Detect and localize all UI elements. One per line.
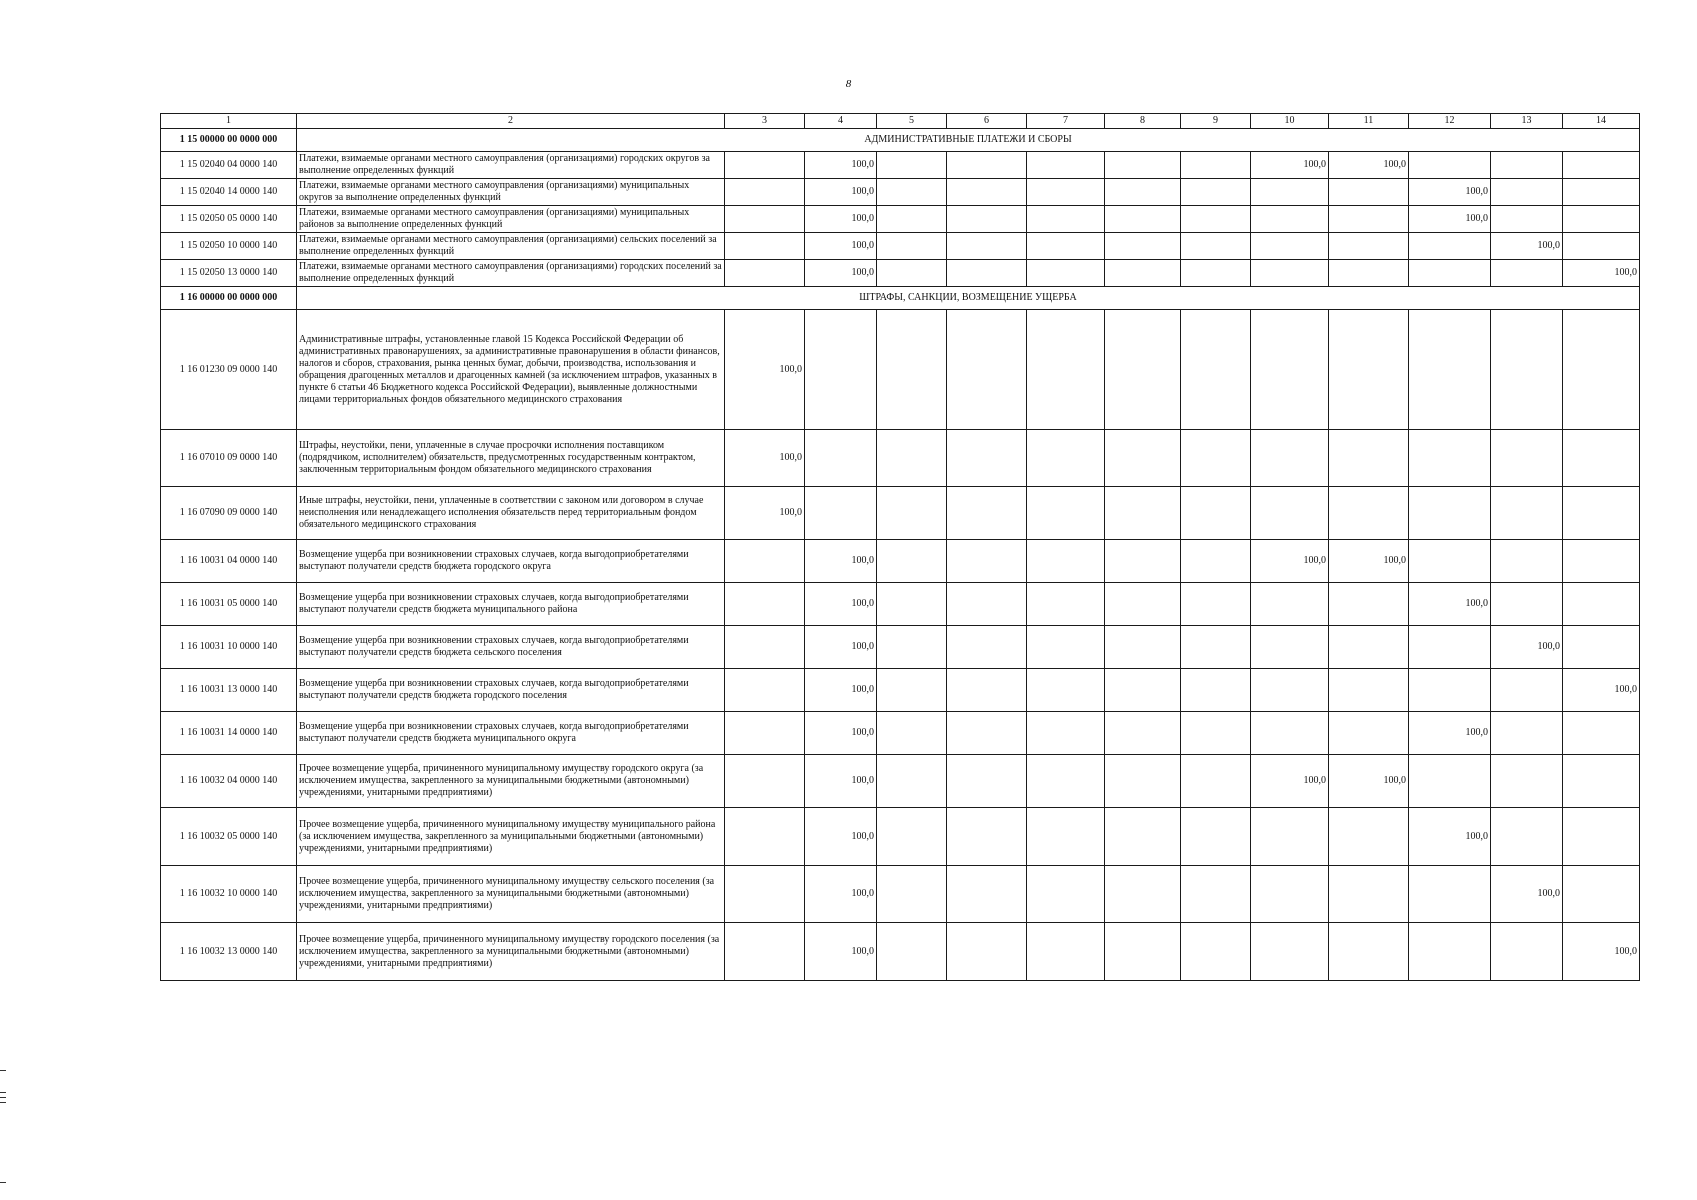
allocation-percent-cell <box>1105 755 1181 808</box>
allocation-percent-cell <box>1491 310 1563 430</box>
allocation-percent-cell <box>1027 923 1105 981</box>
income-name: Возмещение ущерба при возникновении страховых случаев, когда выгодоприобретателями выступают получатели средств бюджета муниципального округа <box>297 712 725 755</box>
allocation-percent-cell <box>877 626 947 669</box>
allocation-percent-cell <box>1409 310 1491 430</box>
allocation-percent-cell <box>1105 583 1181 626</box>
income-code: 1 16 10032 13 0000 140 <box>161 923 297 981</box>
income-name: Штрафы, неустойки, пени, уплаченные в случае просрочки исполнения поставщиком (подрядчиком, исполнителем) обязательств, предусмотренных государственным контрактом, заключенным территориальным фондом обязательного медицинского страхования <box>297 430 725 487</box>
allocation-percent-cell <box>1251 233 1329 260</box>
allocation-percent-cell <box>947 430 1027 487</box>
allocation-percent-cell <box>805 430 877 487</box>
column-header: 2 <box>297 114 725 129</box>
allocation-percent-cell: 100,0 <box>1563 260 1640 287</box>
allocation-percent-cell <box>1105 233 1181 260</box>
margin-mark <box>0 1070 6 1071</box>
allocation-percent-cell <box>1181 233 1251 260</box>
allocation-percent-cell <box>1181 430 1251 487</box>
income-code: 1 15 02040 14 0000 140 <box>161 179 297 206</box>
allocation-percent-cell <box>1181 487 1251 540</box>
allocation-percent-cell <box>1329 923 1409 981</box>
allocation-percent-cell <box>1251 626 1329 669</box>
allocation-percent-cell: 100,0 <box>805 755 877 808</box>
allocation-percent-cell <box>1251 179 1329 206</box>
column-header: 5 <box>877 114 947 129</box>
allocation-percent-cell: 100,0 <box>805 260 877 287</box>
allocation-percent-cell <box>1181 179 1251 206</box>
allocation-percent-cell <box>1105 260 1181 287</box>
allocation-percent-cell <box>1105 808 1181 866</box>
allocation-percent-cell <box>1491 152 1563 179</box>
allocation-percent-cell <box>947 260 1027 287</box>
revenue-allocation-table <box>160 113 1640 981</box>
allocation-percent-cell <box>947 179 1027 206</box>
allocation-percent-cell <box>1027 808 1105 866</box>
column-header: 9 <box>1181 114 1251 129</box>
allocation-percent-cell <box>1251 206 1329 233</box>
income-name: Возмещение ущерба при возникновении страховых случаев, когда выгодоприобретателями выступают получатели средств бюджета городского округа <box>297 540 725 583</box>
allocation-percent-cell <box>877 866 947 923</box>
allocation-percent-cell <box>1181 626 1251 669</box>
allocation-percent-cell <box>877 712 947 755</box>
allocation-percent-cell <box>947 923 1027 981</box>
allocation-percent-cell <box>1181 669 1251 712</box>
allocation-percent-cell <box>725 540 805 583</box>
allocation-percent-cell <box>1563 233 1640 260</box>
allocation-percent-cell <box>1181 712 1251 755</box>
allocation-percent-cell: 100,0 <box>1251 540 1329 583</box>
allocation-percent-cell <box>877 808 947 866</box>
allocation-percent-cell <box>1027 310 1105 430</box>
income-name: Платежи, взимаемые органами местного самоуправления (организациями) муниципальных районов за выполнение определенных функций <box>297 206 725 233</box>
allocation-percent-cell <box>1409 866 1491 923</box>
income-code: 1 16 10031 14 0000 140 <box>161 712 297 755</box>
allocation-percent-cell <box>725 206 805 233</box>
income-name: Платежи, взимаемые органами местного самоуправления (организациями) муниципальных округов за выполнение определенных функций <box>297 179 725 206</box>
allocation-percent-cell <box>1251 583 1329 626</box>
allocation-percent-cell <box>947 540 1027 583</box>
allocation-percent-cell: 100,0 <box>1251 152 1329 179</box>
section-header-row <box>161 129 1640 152</box>
allocation-percent-cell <box>1105 430 1181 487</box>
income-code: 1 16 10032 10 0000 140 <box>161 866 297 923</box>
allocation-percent-cell <box>1491 808 1563 866</box>
income-code: 1 15 02050 10 0000 140 <box>161 233 297 260</box>
allocation-percent-cell <box>1563 179 1640 206</box>
column-header: 3 <box>725 114 805 129</box>
column-header: 12 <box>1409 114 1491 129</box>
allocation-percent-cell <box>725 626 805 669</box>
allocation-percent-cell <box>1251 866 1329 923</box>
allocation-percent-cell <box>1181 260 1251 287</box>
allocation-percent-cell <box>877 179 947 206</box>
section-header-row <box>161 287 1640 310</box>
income-name: Возмещение ущерба при возникновении страховых случаев, когда выгодоприобретателями выступают получатели средств бюджета сельского поселения <box>297 626 725 669</box>
allocation-percent-cell: 100,0 <box>805 540 877 583</box>
column-header: 11 <box>1329 114 1409 129</box>
allocation-percent-cell: 100,0 <box>1491 233 1563 260</box>
allocation-percent-cell <box>1329 712 1409 755</box>
income-code: 1 15 02050 13 0000 140 <box>161 260 297 287</box>
allocation-percent-cell <box>1491 179 1563 206</box>
allocation-percent-cell <box>877 233 947 260</box>
allocation-percent-cell <box>1409 669 1491 712</box>
allocation-percent-cell <box>1329 310 1409 430</box>
allocation-percent-cell <box>1251 923 1329 981</box>
table-row <box>161 755 1640 808</box>
allocation-percent-cell <box>877 583 947 626</box>
allocation-percent-cell <box>1491 487 1563 540</box>
allocation-percent-cell <box>947 712 1027 755</box>
allocation-percent-cell <box>1027 152 1105 179</box>
income-name: Возмещение ущерба при возникновении страховых случаев, когда выгодоприобретателями выступают получатели средств бюджета муниципального района <box>297 583 725 626</box>
allocation-percent-cell <box>947 626 1027 669</box>
allocation-percent-cell <box>1105 179 1181 206</box>
allocation-percent-cell: 100,0 <box>1409 583 1491 626</box>
income-code: 1 16 07090 09 0000 140 <box>161 487 297 540</box>
allocation-percent-cell <box>1105 152 1181 179</box>
allocation-percent-cell <box>1491 669 1563 712</box>
income-name: Платежи, взимаемые органами местного самоуправления (организациями) городских округов за выполнение определенных функций <box>297 152 725 179</box>
allocation-percent-cell <box>1491 583 1563 626</box>
allocation-percent-cell <box>877 923 947 981</box>
allocation-percent-cell: 100,0 <box>1409 179 1491 206</box>
allocation-percent-cell <box>1105 206 1181 233</box>
income-code: 1 16 10031 04 0000 140 <box>161 540 297 583</box>
allocation-percent-cell <box>1181 808 1251 866</box>
income-code: 1 16 10031 13 0000 140 <box>161 669 297 712</box>
allocation-percent-cell <box>1181 206 1251 233</box>
allocation-percent-cell <box>1027 260 1105 287</box>
allocation-percent-cell <box>1251 310 1329 430</box>
allocation-percent-cell <box>725 260 805 287</box>
table-row <box>161 712 1640 755</box>
allocation-percent-cell: 100,0 <box>725 310 805 430</box>
table-row <box>161 206 1640 233</box>
allocation-percent-cell <box>1563 310 1640 430</box>
allocation-percent-cell <box>877 310 947 430</box>
income-name: Административные штрафы, установленные главой 15 Кодекса Российской Федерации об административных правонарушениях, за административные правонарушения в области финансов, налогов и сборов, страхования, рынка ценных бумаг, добычи, производства, использования и обращения драгоценных металлов и драгоценных камней (за исключением штрафов, указанных в пункте 6 статьи 46 Бюджетного кодекса Российской Федерации), выявленные должностными лицами территориальных фондов обязательного медицинского страхования <box>297 310 725 430</box>
allocation-percent-cell <box>1329 808 1409 866</box>
allocation-percent-cell <box>1105 310 1181 430</box>
table-row <box>161 152 1640 179</box>
allocation-percent-cell <box>725 923 805 981</box>
table-row <box>161 540 1640 583</box>
allocation-percent-cell <box>877 206 947 233</box>
allocation-percent-cell <box>725 152 805 179</box>
column-header: 10 <box>1251 114 1329 129</box>
income-name: Прочее возмещение ущерба, причиненного муниципальному имуществу городского округа (за исключением имущества, закрепленного за муниципальными бюджетными (автономными) учреждениями, унитарными предприятиями) <box>297 755 725 808</box>
income-code: 1 16 10032 04 0000 140 <box>161 755 297 808</box>
allocation-percent-cell: 100,0 <box>805 179 877 206</box>
allocation-percent-cell <box>1563 712 1640 755</box>
table-row <box>161 626 1640 669</box>
allocation-percent-cell <box>877 152 947 179</box>
allocation-percent-cell: 100,0 <box>805 233 877 260</box>
section-title: АДМИНИСТРАТИВНЫЕ ПЛАТЕЖИ И СБОРЫ <box>297 129 1640 152</box>
allocation-percent-cell: 100,0 <box>1491 626 1563 669</box>
allocation-percent-cell <box>1251 487 1329 540</box>
allocation-percent-cell <box>947 583 1027 626</box>
allocation-percent-cell <box>947 310 1027 430</box>
allocation-percent-cell <box>1027 626 1105 669</box>
allocation-percent-cell <box>1251 669 1329 712</box>
allocation-percent-cell <box>947 487 1027 540</box>
allocation-percent-cell <box>1329 669 1409 712</box>
allocation-percent-cell <box>1181 152 1251 179</box>
allocation-percent-cell <box>725 583 805 626</box>
table-row <box>161 233 1640 260</box>
allocation-percent-cell <box>1409 626 1491 669</box>
income-name: Возмещение ущерба при возникновении страховых случаев, когда выгодоприобретателями выступают получатели средств бюджета городского поселения <box>297 669 725 712</box>
allocation-percent-cell <box>1491 260 1563 287</box>
margin-mark <box>0 1097 6 1098</box>
allocation-percent-cell <box>877 755 947 808</box>
allocation-percent-cell <box>1409 152 1491 179</box>
allocation-percent-cell: 100,0 <box>1251 755 1329 808</box>
allocation-percent-cell <box>877 260 947 287</box>
income-name: Прочее возмещение ущерба, причиненного муниципальному имуществу городского поселения (за исключением имущества, закрепленного за муниципальными бюджетными (автономными) учреждениями, унитарными предприятиями) <box>297 923 725 981</box>
allocation-percent-cell: 100,0 <box>805 626 877 669</box>
margin-mark <box>0 1092 6 1093</box>
allocation-percent-cell <box>1491 755 1563 808</box>
allocation-percent-cell <box>1329 206 1409 233</box>
allocation-percent-cell: 100,0 <box>1409 712 1491 755</box>
allocation-percent-cell <box>805 487 877 540</box>
table-row <box>161 430 1640 487</box>
table-row <box>161 487 1640 540</box>
allocation-percent-cell <box>1105 540 1181 583</box>
allocation-percent-cell <box>725 233 805 260</box>
allocation-percent-cell: 100,0 <box>805 152 877 179</box>
allocation-percent-cell <box>1181 583 1251 626</box>
allocation-percent-cell <box>1251 430 1329 487</box>
allocation-percent-cell <box>1329 487 1409 540</box>
allocation-percent-cell <box>1105 866 1181 923</box>
income-code: 1 15 02040 04 0000 140 <box>161 152 297 179</box>
allocation-percent-cell <box>1409 487 1491 540</box>
column-header: 6 <box>947 114 1027 129</box>
allocation-percent-cell <box>725 755 805 808</box>
allocation-percent-cell: 100,0 <box>725 430 805 487</box>
allocation-percent-cell <box>877 487 947 540</box>
income-code: 1 15 02050 05 0000 140 <box>161 206 297 233</box>
margin-mark <box>0 1182 6 1183</box>
allocation-percent-cell <box>1409 540 1491 583</box>
allocation-percent-cell <box>1181 755 1251 808</box>
allocation-percent-cell <box>725 669 805 712</box>
income-name: Иные штрафы, неустойки, пени, уплаченные в соответствии с законом или договором в случае неисполнения или ненадлежащего исполнения обязательств перед территориальным фондом обязательного медицинского страхования <box>297 487 725 540</box>
allocation-percent-cell <box>1491 540 1563 583</box>
allocation-percent-cell <box>1563 206 1640 233</box>
table-body <box>161 129 1640 981</box>
allocation-percent-cell <box>1027 866 1105 923</box>
allocation-percent-cell: 100,0 <box>1329 152 1409 179</box>
allocation-percent-cell <box>1563 583 1640 626</box>
margin-mark <box>0 1102 6 1103</box>
allocation-percent-cell <box>1251 260 1329 287</box>
allocation-percent-cell: 100,0 <box>805 923 877 981</box>
column-number-row <box>161 114 1640 129</box>
table-row <box>161 179 1640 206</box>
allocation-percent-cell <box>1027 712 1105 755</box>
allocation-percent-cell <box>1329 430 1409 487</box>
column-header: 1 <box>161 114 297 129</box>
allocation-percent-cell <box>1105 487 1181 540</box>
column-header: 8 <box>1105 114 1181 129</box>
allocation-percent-cell <box>877 540 947 583</box>
allocation-percent-cell: 100,0 <box>1563 923 1640 981</box>
allocation-percent-cell <box>1329 233 1409 260</box>
column-header: 14 <box>1563 114 1640 129</box>
allocation-percent-cell <box>805 310 877 430</box>
allocation-percent-cell <box>1409 260 1491 287</box>
income-name: Платежи, взимаемые органами местного самоуправления (организациями) городских поселений за выполнение определенных функций <box>297 260 725 287</box>
allocation-percent-cell: 100,0 <box>1409 808 1491 866</box>
allocation-percent-cell: 100,0 <box>725 487 805 540</box>
allocation-percent-cell <box>947 206 1027 233</box>
column-header: 4 <box>805 114 877 129</box>
allocation-percent-cell <box>947 755 1027 808</box>
income-name: Платежи, взимаемые органами местного самоуправления (организациями) сельских поселений за выполнение определенных функций <box>297 233 725 260</box>
allocation-percent-cell <box>1329 626 1409 669</box>
allocation-percent-cell <box>1409 923 1491 981</box>
allocation-percent-cell <box>947 808 1027 866</box>
allocation-percent-cell <box>1105 712 1181 755</box>
allocation-percent-cell <box>1027 179 1105 206</box>
allocation-percent-cell <box>1563 866 1640 923</box>
allocation-percent-cell <box>1027 583 1105 626</box>
section-code: 1 15 00000 00 0000 000 <box>161 129 297 152</box>
allocation-percent-cell <box>725 808 805 866</box>
allocation-percent-cell: 100,0 <box>805 669 877 712</box>
allocation-percent-cell <box>1563 808 1640 866</box>
allocation-percent-cell <box>1563 755 1640 808</box>
table-row <box>161 260 1640 287</box>
allocation-percent-cell <box>1409 233 1491 260</box>
allocation-percent-cell <box>1329 583 1409 626</box>
allocation-percent-cell <box>1563 152 1640 179</box>
allocation-percent-cell <box>947 866 1027 923</box>
income-code: 1 16 07010 09 0000 140 <box>161 430 297 487</box>
allocation-percent-cell: 100,0 <box>805 712 877 755</box>
allocation-percent-cell <box>1181 866 1251 923</box>
allocation-percent-cell <box>877 669 947 712</box>
column-header: 13 <box>1491 114 1563 129</box>
allocation-percent-cell <box>1105 669 1181 712</box>
allocation-percent-cell <box>1105 923 1181 981</box>
allocation-percent-cell <box>1563 430 1640 487</box>
column-header: 7 <box>1027 114 1105 129</box>
allocation-percent-cell <box>1563 626 1640 669</box>
allocation-percent-cell <box>1329 866 1409 923</box>
allocation-percent-cell <box>1251 808 1329 866</box>
allocation-percent-cell <box>1563 487 1640 540</box>
income-code: 1 16 10032 05 0000 140 <box>161 808 297 866</box>
allocation-percent-cell <box>1491 712 1563 755</box>
allocation-percent-cell: 100,0 <box>805 808 877 866</box>
allocation-percent-cell <box>725 712 805 755</box>
allocation-percent-cell <box>1491 923 1563 981</box>
allocation-percent-cell: 100,0 <box>1409 206 1491 233</box>
allocation-percent-cell <box>1563 540 1640 583</box>
allocation-percent-cell <box>1027 430 1105 487</box>
income-name: Прочее возмещение ущерба, причиненного муниципальному имуществу сельского поселения (за исключением имущества, закрепленного за муниципальными бюджетными (автономными) учреждениями, унитарными предприятиями) <box>297 866 725 923</box>
allocation-percent-cell <box>1027 487 1105 540</box>
income-code: 1 16 10031 10 0000 140 <box>161 626 297 669</box>
table-row <box>161 808 1640 866</box>
allocation-percent-cell: 100,0 <box>805 583 877 626</box>
page-number: 8 <box>845 78 852 90</box>
allocation-percent-cell: 100,0 <box>1329 755 1409 808</box>
allocation-percent-cell <box>1027 669 1105 712</box>
allocation-percent-cell <box>1181 310 1251 430</box>
allocation-percent-cell <box>1181 923 1251 981</box>
allocation-percent-cell <box>1329 179 1409 206</box>
section-code: 1 16 00000 00 0000 000 <box>161 287 297 310</box>
allocation-percent-cell <box>1329 260 1409 287</box>
allocation-percent-cell: 100,0 <box>805 866 877 923</box>
allocation-percent-cell <box>1027 233 1105 260</box>
allocation-percent-cell <box>1181 540 1251 583</box>
allocation-percent-cell <box>947 233 1027 260</box>
allocation-percent-cell: 100,0 <box>1563 669 1640 712</box>
allocation-percent-cell: 100,0 <box>1329 540 1409 583</box>
table-row <box>161 669 1640 712</box>
allocation-percent-cell: 100,0 <box>805 206 877 233</box>
table-row <box>161 583 1640 626</box>
allocation-percent-cell <box>1027 755 1105 808</box>
income-name: Прочее возмещение ущерба, причиненного муниципальному имуществу муниципального района (за исключением имущества, закрепленного за муниципальными бюджетными (автономными) учреждениями, унитарными предприятиями) <box>297 808 725 866</box>
income-code: 1 16 01230 09 0000 140 <box>161 310 297 430</box>
allocation-percent-cell <box>1409 430 1491 487</box>
table-row <box>161 866 1640 923</box>
allocation-percent-cell <box>725 179 805 206</box>
allocation-percent-cell <box>877 430 947 487</box>
allocation-percent-cell: 100,0 <box>1491 866 1563 923</box>
allocation-percent-cell <box>1251 712 1329 755</box>
allocation-percent-cell <box>1105 626 1181 669</box>
allocation-percent-cell <box>1409 755 1491 808</box>
allocation-percent-cell <box>1027 540 1105 583</box>
allocation-percent-cell <box>1491 206 1563 233</box>
allocation-percent-cell <box>1027 206 1105 233</box>
allocation-percent-cell <box>947 669 1027 712</box>
income-code: 1 16 10031 05 0000 140 <box>161 583 297 626</box>
allocation-percent-cell <box>1491 430 1563 487</box>
table-row <box>161 310 1640 430</box>
allocation-percent-cell <box>725 866 805 923</box>
allocation-percent-cell <box>947 152 1027 179</box>
table-row <box>161 923 1640 981</box>
section-title: ШТРАФЫ, САНКЦИИ, ВОЗМЕЩЕНИЕ УЩЕРБА <box>297 287 1640 310</box>
